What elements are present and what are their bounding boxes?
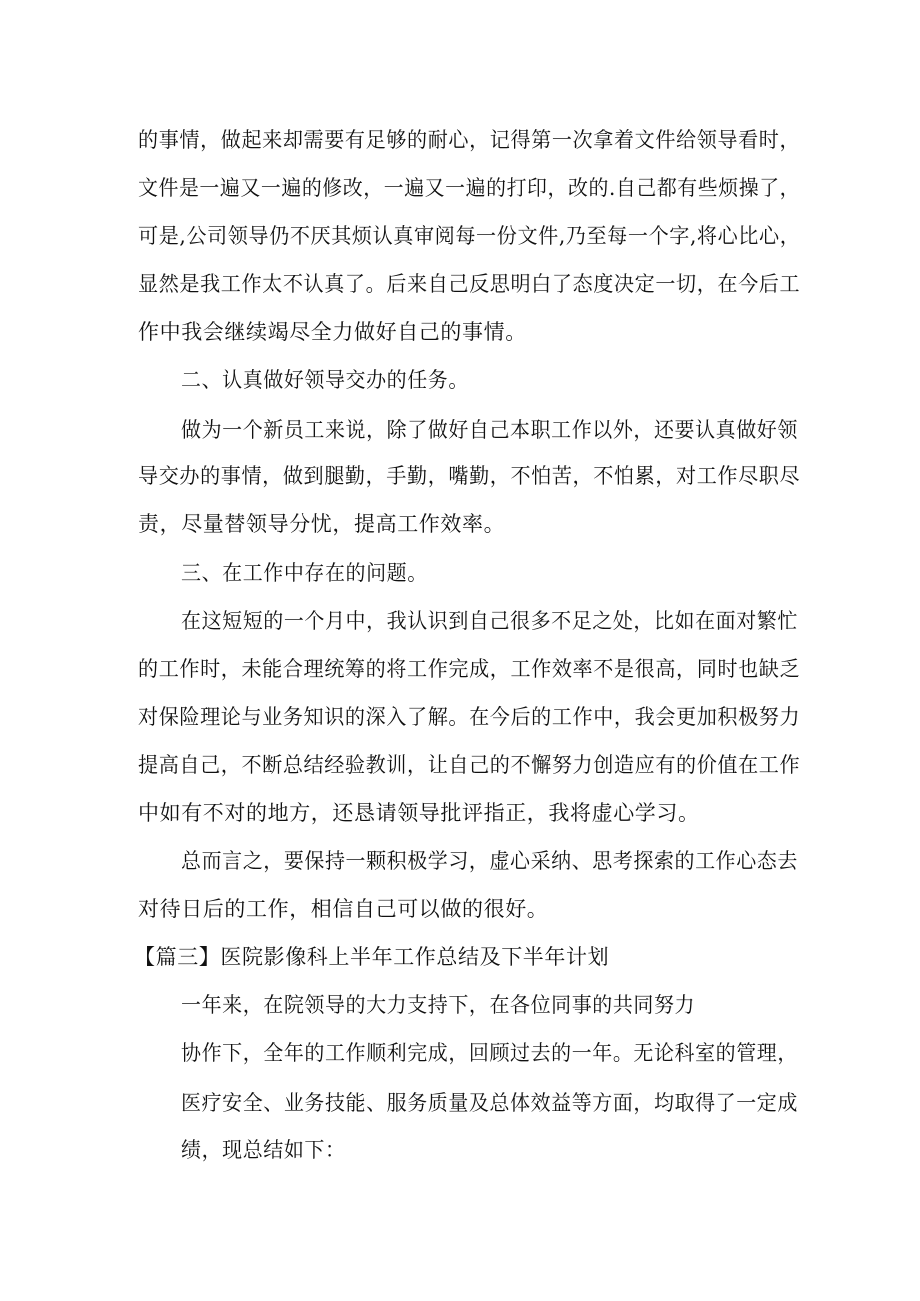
paragraph-first-line: 做为一个新员工来说，除了做好自己本职工作以外，还要认真做好领 <box>181 418 798 442</box>
body-line: 对待日后的工作，相信自己可以做的很好。 <box>138 897 549 921</box>
body-line: 医疗安全、业务技能、服务质量及总体效益等方面，均取得了一定成 <box>181 1091 798 1115</box>
paragraph-first-line: 一年来，在院领导的大力支持下，在各位同事的共同努力 <box>181 993 696 1017</box>
section-heading-two: 二、认真做好领导交办的任务。 <box>181 368 469 392</box>
body-line: 协作下，全年的工作顺利完成，回顾过去的一年。无论科室的管理， <box>181 1041 798 1065</box>
body-line: 绩，现总结如下： <box>181 1138 346 1162</box>
body-line: 作中我会继续竭尽全力做好自己的事情。 <box>138 320 527 344</box>
body-line: 文件是一遍又一遍的修改，一遍又一遍的打印，改的.自己都有些烦操了， <box>138 176 801 200</box>
body-line: 的工作时，未能合理统筹的将工作完成，工作效率不是很高，同时也缺乏 <box>138 657 801 681</box>
section-heading-three: 三、在工作中存在的问题。 <box>181 561 428 585</box>
body-line: 提高自己，不断总结经验教训，让自己的不懈努力创造应有的价值在工作 <box>138 753 801 777</box>
body-line: 导交办的事情，做到腿勤，手勤，嘴勤，不怕苦，不怕累，对工作尽职尽 <box>138 464 801 488</box>
chapter-heading: 【篇三】医院影像科上半年工作总结及下半年计划 <box>134 945 610 969</box>
body-line: 中如有不对的地方，还恳请领导批评指正，我将虚心学习。 <box>138 801 700 825</box>
body-line: 显然是我工作太不认真了。后来自己反思明白了态度决定一切，在今后工 <box>138 272 801 296</box>
body-line: 的事情，做起来却需要有足够的耐心，记得第一次拿着文件给领导看时， <box>138 128 801 152</box>
paragraph-first-line: 在这短短的一个月中，我认识到自己很多不足之处，比如在面对繁忙 <box>181 609 798 633</box>
paragraph-first-line: 总而言之，要保持一颗积极学习，虚心采纳、思考探索的工作心态去 <box>181 849 798 873</box>
body-line: 对保险理论与业务知识的深入了解。在今后的工作中，我会更加积极努力 <box>138 705 801 729</box>
body-line: 责，尽量替领导分忧，提高工作效率。 <box>138 512 506 536</box>
body-line: 可是,公司领导仍不厌其烦认真审阅每一份文件,乃至每一个字,将心比心， <box>138 224 801 248</box>
